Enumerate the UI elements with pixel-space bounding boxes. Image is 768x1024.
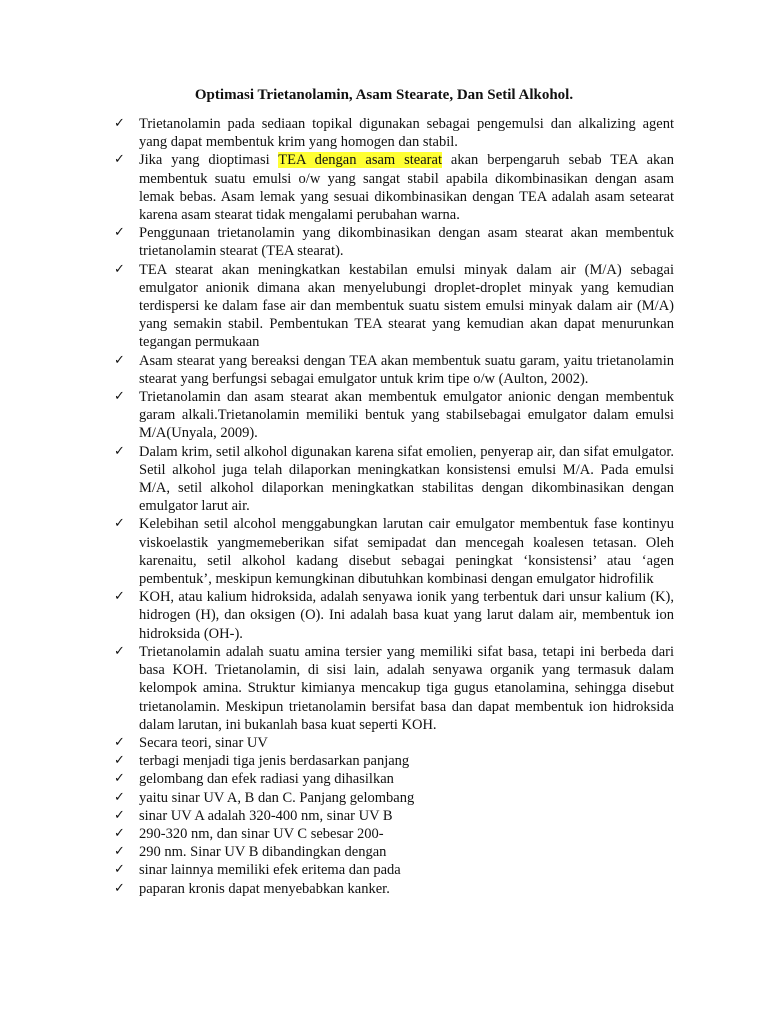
check-icon: ✓ — [114, 589, 125, 605]
list-item — [114, 789, 674, 807]
check-icon: ✓ — [114, 225, 125, 241]
list-item-text: yaitu sinar UV A, B dan C. Panjang gelombang — [139, 789, 415, 806]
check-icon: ✓ — [114, 152, 125, 168]
list-item-text: sinar UV A adalah 320-400 nm, sinar UV B — [139, 807, 393, 824]
list-item — [114, 807, 674, 825]
list-item — [114, 843, 674, 861]
document-title: Optimasi Trietanolamin, Asam Stearate, Dan Setil Alkohol. — [194, 87, 574, 103]
list-item-text: paparan kronis dapat menyebabkan kanker. — [139, 880, 390, 897]
list-item — [114, 880, 674, 898]
check-icon: ✓ — [114, 862, 125, 878]
list-item-text: KOH, atau kalium hidroksida, adalah senyawa ionik yang terbentuk dari unsur kalium (K), hidrogen (H), dan oksigen (O). Ini adalah basa kuat yang larut dalam air, membentuk ion hidroksida (OH-). — [139, 589, 674, 642]
list-item-text: Asam stearat yang bereaksi dengan TEA akan membentuk suatu garam, yaitu trietanolamin stearat yang berfungsi sebagai emulgator untuk krim tipe o/w (Aulton, 2002). — [139, 352, 674, 387]
list-item — [114, 825, 674, 843]
list-item — [114, 261, 674, 352]
check-icon: ✓ — [114, 789, 125, 805]
list-item — [114, 388, 674, 443]
list-item — [114, 352, 674, 388]
check-icon: ✓ — [114, 844, 125, 860]
text-segment: Jika yang dioptimasi — [139, 152, 279, 169]
list-item-text: gelombang dan efek radiasi yang dihasilkan — [139, 771, 394, 788]
check-icon: ✓ — [114, 734, 125, 750]
list-item-text: Kelebihan setil alcohol menggabungkan larutan cair emulgator membentuk fase kontinyu viskoelastik yangmemeberikan sifat semipadat dan mencegah koalesen tetasan. Oleh karenaitu, setil alkohol kadang disebut sebagai peningkat ‘konsistensi’ atau ‘agen pembentuk’, meskipun kemungkinan dibutuhkan kombinasi dengan emulgator hidrofilik — [139, 516, 674, 588]
check-icon: ✓ — [114, 771, 125, 787]
list-item — [114, 752, 674, 770]
list-item-text — [139, 151, 674, 224]
list-item-text: terbagi menjadi tiga jenis berdasarkan panjang — [139, 753, 410, 770]
list-item-text: Trietanolamin pada sediaan topikal digunakan sebagai pengemulsi dan alkalizing agent yang dapat membentuk krim yang homogen dan stabil. — [139, 116, 674, 151]
check-icon: ✓ — [114, 880, 125, 896]
list-item-text: 290-320 nm, dan sinar UV C sebesar 200- — [139, 825, 384, 842]
list-item — [114, 115, 674, 151]
highlighted-text: TEA dengan asam stearat — [278, 152, 442, 169]
check-icon: ✓ — [114, 753, 125, 769]
list-item-text: TEA stearat akan meningkatkan kestabilan emulsi minyak dalam air (M/A) sebagai emulgator anionik dimana akan menyelubungi droplet-droplet minyak yang kemudian terdispersi ke dalam fase air dan membentuk suatu sistem emulsi minyak dalam air (M/A) yang semakin stabil. Pembentukan TEA stearat yang kemudian akan dapat menurunkan tegangan permukaan — [139, 261, 674, 351]
list-item-text: Dalam krim, setil alkohol digunakan karena sifat emolien, penyerap air, dan sifat emulgator. Setil alkohol juga telah dilaporkan meningkatkan konsistensi emulsi M/A. Pada emulsi M/A, setil alkohol dilaporkan meningkatkan stabilitas dengan dikombinasikan dengan emulgator larut air. — [139, 443, 674, 515]
text-segment: akan berpengaruh sebab TEA akan membentuk suatu emulsi o/w yang sangat stabil apabila dikombinasikan dengan asam lemak bebas. Asam lemak yang sesuai dikombinasikan dengan TEA adalah asam setearat karena asam stearat tidak mengalami perubahan warna. — [139, 152, 674, 224]
list-item-text: 290 nm. Sinar UV B dibandingkan dengan — [139, 844, 387, 861]
check-icon: ✓ — [114, 116, 125, 131]
list-item-text: sinar lainnya memiliki efek eritema dan pada — [139, 862, 401, 879]
list-item — [114, 224, 674, 260]
list-item-text: Trietanolamin dan asam stearat akan membentuk emulgator anionic dengan membentuk garam alkali.Trietanolamin memiliki bentuk yang stabilsebagai emulgator dalam emulsi M/A(Unyala, 2009). — [139, 389, 674, 442]
check-icon: ✓ — [114, 443, 125, 459]
list-item — [114, 588, 674, 643]
check-icon: ✓ — [114, 352, 125, 368]
check-icon: ✓ — [114, 261, 125, 277]
check-icon: ✓ — [114, 643, 125, 659]
list-item-text: Penggunaan trietanolamin yang dikombinasikan dengan asam stearat akan membentuk trietanolamin stearat (TEA stearat). — [139, 225, 674, 260]
check-icon: ✓ — [114, 389, 125, 405]
list-item — [114, 734, 674, 752]
check-icon: ✓ — [114, 825, 125, 841]
list-item-text: Trietanolamin adalah suatu amina tersier yang memiliki sifat basa, tetapi ini berbeda dari basa KOH. Trietanolamin, di sisi lain, adalah senyawa organik yang termasuk dalam kelompok amina. Struktur kimianya mencakup tiga gugus etanolamina, sehingga disebut trietanolamin. Meskipun trietanolamin bersifat basa dan dapat membentuk ion hidroksida dalam larutan, ini bukanlah basa kuat seperti KOH. — [139, 643, 674, 733]
list-item — [114, 151, 674, 224]
list-item — [114, 770, 674, 788]
checklist — [114, 115, 674, 898]
check-icon: ✓ — [114, 516, 125, 532]
check-icon: ✓ — [114, 807, 125, 823]
list-item — [114, 515, 674, 588]
list-item-text: Secara teori, sinar UV — [139, 734, 268, 751]
list-item — [114, 861, 674, 879]
list-item — [114, 643, 674, 734]
list-item — [114, 443, 674, 516]
